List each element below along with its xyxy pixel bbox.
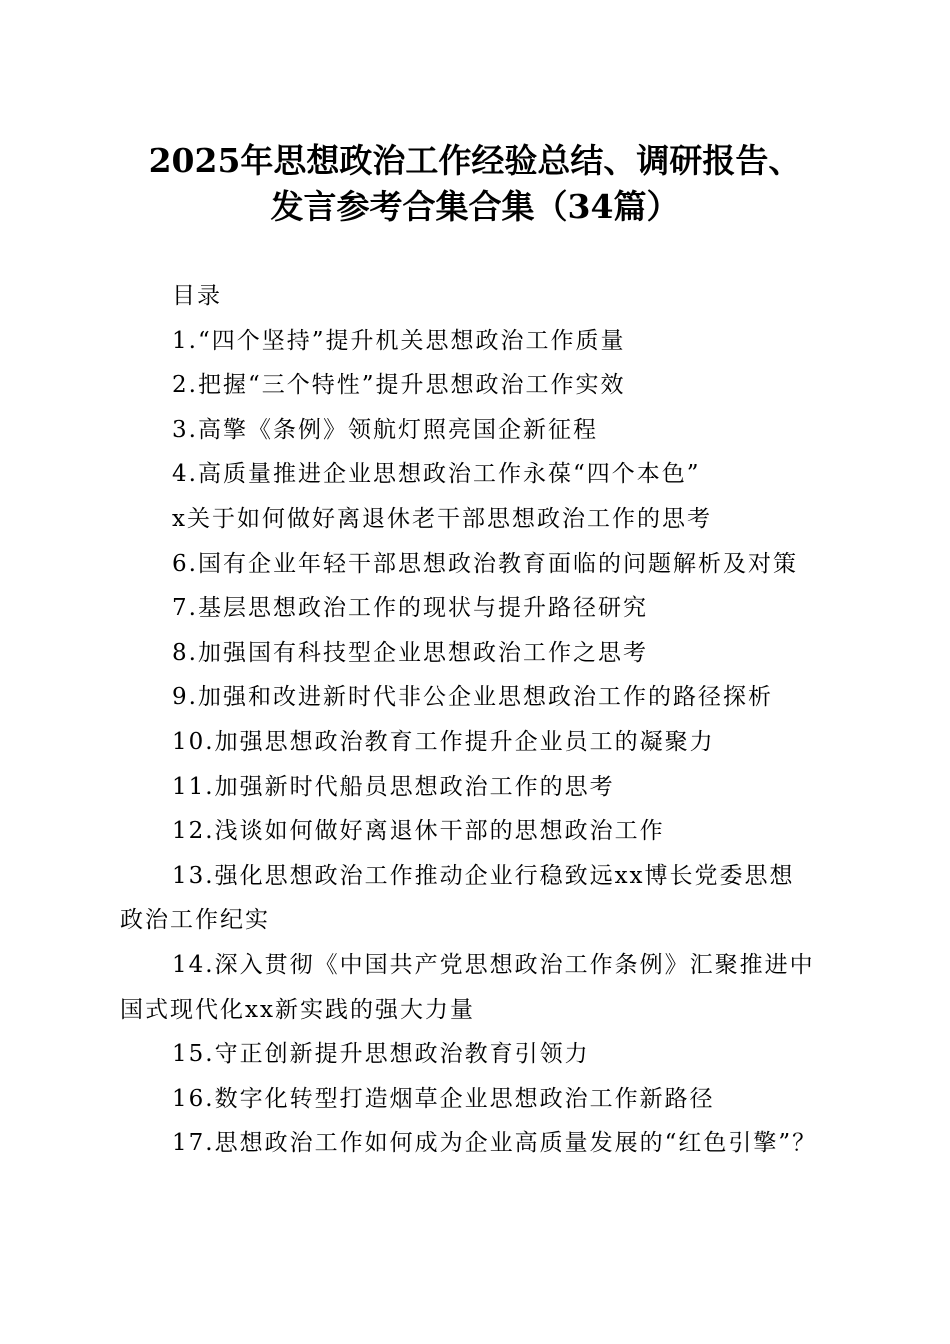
toc-item: 6.国有企业年轻干部思想政治教育面临的问题解析及对策 — [172, 550, 798, 577]
toc-item: 1.“四个坚持”提升机关思想政治工作质量 — [172, 327, 626, 354]
title-line-2: 发言参考合集合集（34篇） — [270, 187, 680, 226]
toc-item: 11.加强新时代船员思想政治工作的思考 — [172, 773, 615, 800]
toc-item: x关于如何做好离退休老干部思想政治工作的思考 — [172, 505, 712, 532]
toc-item: 9.加强和改进新时代非公企业思想政治工作的路径探析 — [172, 684, 773, 711]
toc-item: 7.基层思想政治工作的现状与提升路径研究 — [172, 595, 648, 622]
toc-item: 16.数字化转型打造烟草企业思想政治工作新路径 — [172, 1085, 715, 1112]
toc-item: 15.守正创新提升思想政治教育引领力 — [172, 1041, 590, 1068]
table-of-contents — [120, 274, 840, 1166]
toc-item: 3.高擎《条例》领航灯照亮国企新征程 — [172, 416, 598, 443]
toc-item: 4.高质量推进企业思想政治工作永葆“四个本色” — [172, 461, 701, 488]
toc-item-13-line-1: 13.强化思想政治工作推动企业行稳致远xx博长党委思想 — [172, 862, 795, 889]
toc-item: 2.把握“三个特性”提升思想政治工作实效 — [172, 372, 626, 399]
toc-item: 12.浅谈如何做好离退休干部的思想政治工作 — [172, 818, 665, 845]
toc-item: 17.思想政治工作如何成为企业高质量发展的“红色引擎”？ — [172, 1130, 818, 1157]
toc-item-13-line-2: 政治工作纪实 — [120, 907, 270, 934]
toc-item-14-line-1: 14.深入贯彻《中国共产党思想政治工作条例》汇聚推进中 — [172, 951, 815, 978]
toc-item: 10.加强思想政治教育工作提升企业员工的凝聚力 — [172, 728, 715, 755]
toc-item-14-line-2: 国式现代化xx新实践的强大力量 — [120, 996, 475, 1023]
toc-item: 8.加强国有科技型企业思想政治工作之思考 — [172, 639, 648, 666]
document-title — [100, 138, 850, 230]
title-line-1: 2025年思想政治工作经验总结、调研报告、 — [148, 141, 802, 180]
toc-heading: 目录 — [172, 283, 222, 309]
